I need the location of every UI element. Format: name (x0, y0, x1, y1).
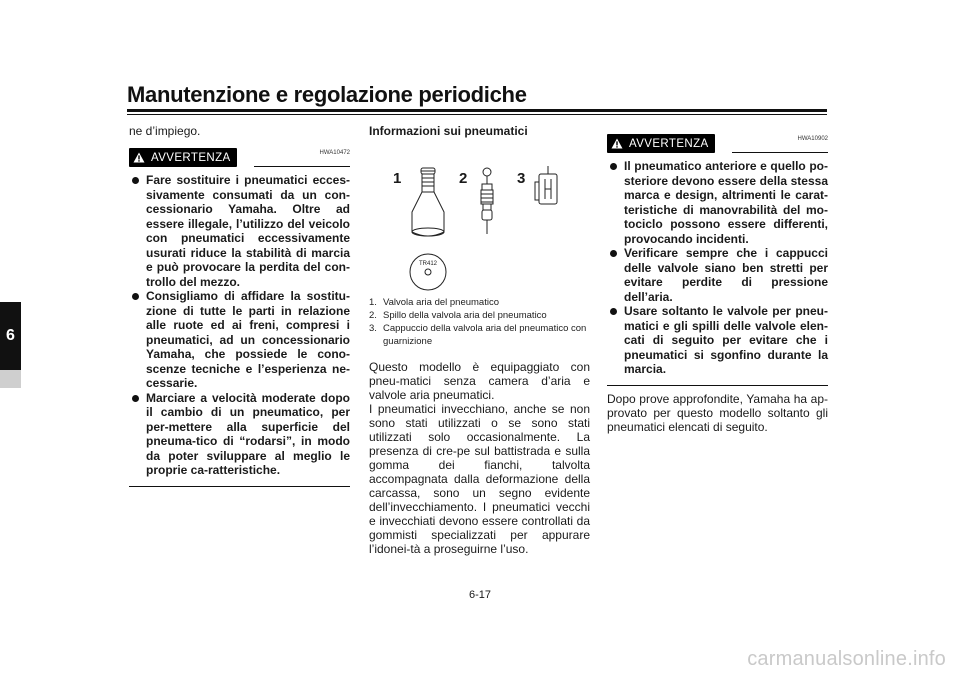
warning-icon (611, 138, 623, 149)
column-right (607, 124, 828, 434)
body-paragraph: Questo modello è equipaggiato con pneu-matici senza camera d’aria e valvole aria pneumatici. (369, 360, 590, 402)
warning-code: HWA10472 (319, 150, 350, 156)
intro-text: ne d’impiego. (129, 124, 201, 138)
warning-item: Fare sostituire i pneumatici ecces-sivamente consumati da un con-cessionario Yamaha. Oltre ad essere illegale, l’utilizzo del veicolo con pneumatici eccessivamente usurati riduce la stabilità di marcia e può provocare la perdita del con-trollo del mezzo. (129, 173, 350, 289)
figure-captions (369, 296, 590, 348)
warning-list (607, 159, 828, 377)
warning-item: Consigliamo di affidare la sostitu-zione di tutte le parti in relazione alle ruote ed ai freni, compresi i pneumatici, ad un concessionario Yamaha, che possiede le cono-scenze tecniche e l’esperienza ne-cessarie. (129, 289, 350, 391)
column-middle (369, 124, 590, 556)
warning-rule-bottom (129, 486, 350, 487)
warning-item: Il pneumatico anteriore e quello po-steriore devono essere della stessa marca e design, altrimenti le carat-teristiche di manovrabilità del mo-tociclo possono essere differenti, provocando incidenti. (607, 159, 828, 246)
warning-header (607, 134, 828, 153)
warning-label (129, 148, 237, 167)
chapter-tab-next (0, 370, 21, 388)
valve-figure (369, 144, 590, 294)
chapter-tab: 6 (0, 302, 21, 370)
valve-illustration (369, 144, 590, 294)
warning-item: Verificare sempre che i cappucci delle valvole siano ben stretti per evitare perdite di pressione dell’aria. (607, 246, 828, 304)
column-left (129, 124, 350, 493)
warning-label (607, 134, 715, 153)
figure-label-3: 3 (517, 170, 526, 187)
caption-item: 1. Valvola aria del pneumatico (369, 297, 500, 308)
title-rule-thin (127, 114, 827, 115)
figure-label-2: 2 (459, 170, 468, 187)
warning-label-text: AVVERTENZA (629, 137, 709, 150)
warning-item: Marciare a velocità moderate dopo il cambio di un pneumatico, per per-mettere alla superficie del pneuma-tico di “rodarsi”, in modo da poter sviluppare al meglio le proprie ca-ratteristiche. (129, 391, 350, 478)
warning-header (129, 148, 350, 167)
warning-label-text: AVVERTENZA (151, 151, 231, 164)
caption-item: 2. Spillo della valvola aria del pneumatico (369, 310, 547, 321)
figure-label-1: 1 (393, 170, 402, 187)
body-paragraph: I pneumatici invecchiano, anche se non sono stati utilizzati o se sono stati utilizzati solo occasionalmente. La presenza di cre-pe sul battistrada e sulla gomma dei fianchi, talvolta accompagnata dalla deformazione della carcassa, sono un segno evidente dell’invecchiamento. I pneumatici vecchi e invecchiati devono essere controllati da gommisti specializzati per appurare l’idonei-tà a proseguirne l’uso. (369, 402, 590, 556)
warning-rule-top (732, 152, 828, 153)
warning-icon (133, 152, 145, 163)
valve-stamp: TR412 (418, 261, 438, 267)
caption-item: 3. Cappuccio della valvola aria del pneumatico con guarnizione (369, 323, 587, 347)
page-number: 6-17 (468, 589, 492, 601)
warning-rule-bottom (607, 385, 828, 386)
title-rule (127, 109, 827, 112)
page-title: Manutenzione e regolazione periodiche (127, 82, 527, 107)
warning-rule-top (254, 166, 350, 167)
body-paragraph: Dopo prove approfondite, Yamaha ha ap-provato per questo modello soltanto gli pneumatici elencati di seguito. (607, 391, 828, 434)
warning-code: HWA10902 (797, 136, 828, 142)
section-heading: Informazioni sui pneumatici (369, 124, 528, 138)
warning-list (129, 173, 350, 478)
watermark: carmanualsonline.info (747, 648, 946, 670)
warning-item: Usare soltanto le valvole per pneu-matici e gli spilli delle valvole elen-cati di seguito per evitare che i pneumatici si sgonfino durante la marcia. (607, 304, 828, 377)
